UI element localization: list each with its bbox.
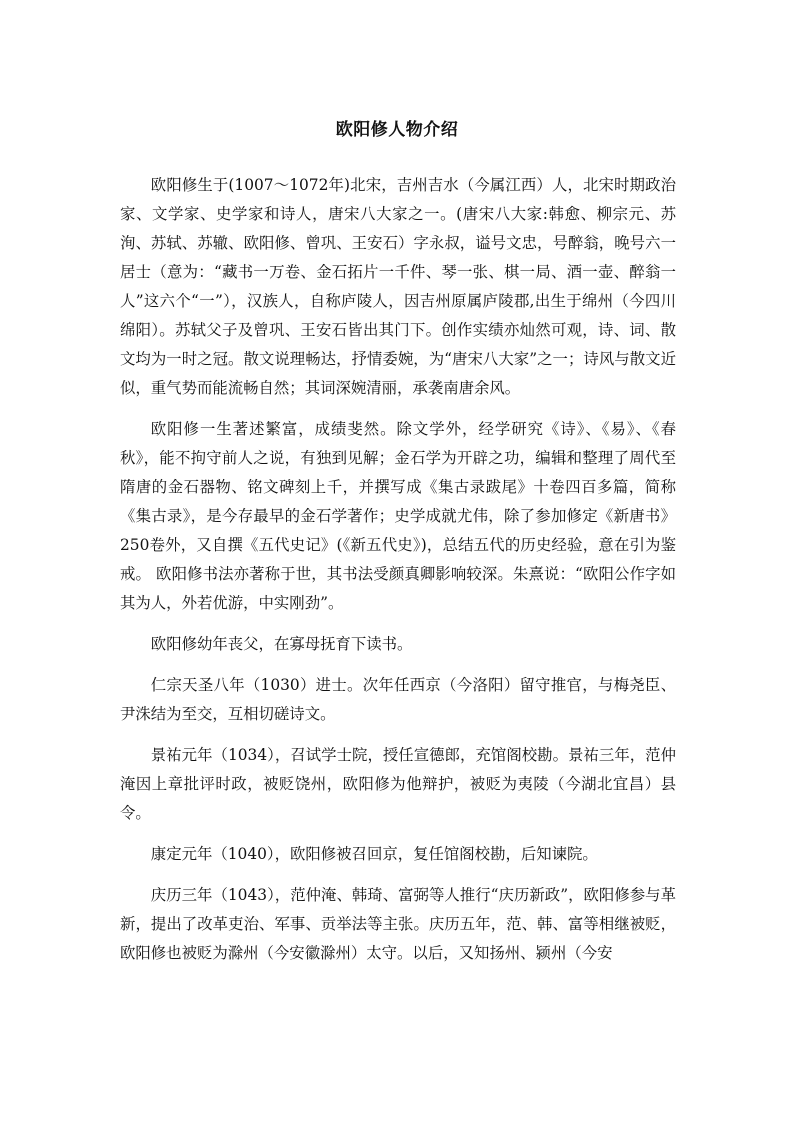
paragraph-biography: 欧阳修生于(1007～1072年)北宋，吉州吉水（今属江西）人，北宋时期政治家、文学家、史学家和诗人，唐宋八大家之一。(唐宋八大家:韩愈、柳宗元、苏洵、苏轼、苏辙、欧阳修、曾巩、王安石）字永叔，谥号文忠，号醉翁，晚号六一居士（意为：“藏书一万卷、金石拓片一千件、琴一张、棋一局、酒一壶、醉翁一人”这六个“一”），汉族人，自称庐陵人，因吉州原属庐陵郡,出生于绵州（今四川绵阳）。苏轼父子及曾巩、王安石皆出其门下。创作实绩亦灿然可观，诗、词、散文均为一时之冠。散文说理畅达，抒情委婉，为“唐宋八大家”之一；诗风与散文近似，重气势而能流畅自然；其词深婉清丽，承袭南唐余风。 xyxy=(120,176,676,397)
paragraph-kangding: 康定元年（1040），欧阳修被召回京，复任馆阁校勘，后知谏院。 xyxy=(150,845,598,863)
paragraph-jingyou: 景祐元年（1034），召试学士院，授任宣德郎，充馆阁校勘。景祐三年，范仲淹因上章批评时政，被贬饶州，欧阳修为他辩护，被贬为夷陵（今湖北宜昌）县令。 xyxy=(120,746,676,822)
paragraph-tiansheng: 仁宗天圣八年（1030）进士。次年任西京（今洛阳）留守推官，与梅尧臣、尹洙结为至交，互相切磋诗文。 xyxy=(120,676,676,723)
document-body xyxy=(120,171,676,980)
paragraph-scholarship: 欧阳修一生著述繁富，成绩斐然。除文学外，经学研究《诗》、《易》、《春秋》，能不拘守前人之说，有独到见解；金石学为开辟之功，编辑和整理了周代至隋唐的金石器物、铭文碑刻上千，并撰写成《集古录跋尾》十卷四百多篇，简称《集古录》，是今存最早的金石学著作；史学成就尤伟，除了参加修定《新唐书》250卷外，又自撰《五代史记》(《新五代史》)，总结五代的历史经验，意在引为鉴戒。 欧阳修书法亦著称于世，其书法受颜真卿影响较深。朱熹说：“欧阳公作字如其为人，外若优游，中实刚劲”。 xyxy=(120,420,676,612)
paragraph-qingli: 庆历三年（1043），范仲淹、韩琦、富弼等人推行“庆历新政”，欧阳修参与革新，提出了改革吏治、军事、贡举法等主张。庆历五年，范、韩、富等相继被贬，欧阳修也被贬为滁州（今安徽滁州）太守。以后，又知扬州、颍州（今安 xyxy=(120,886,676,962)
document-title: 欧阳修人物介绍 xyxy=(335,120,459,140)
paragraph-childhood: 欧阳修幼年丧父，在寡母抚育下读书。 xyxy=(150,635,413,653)
